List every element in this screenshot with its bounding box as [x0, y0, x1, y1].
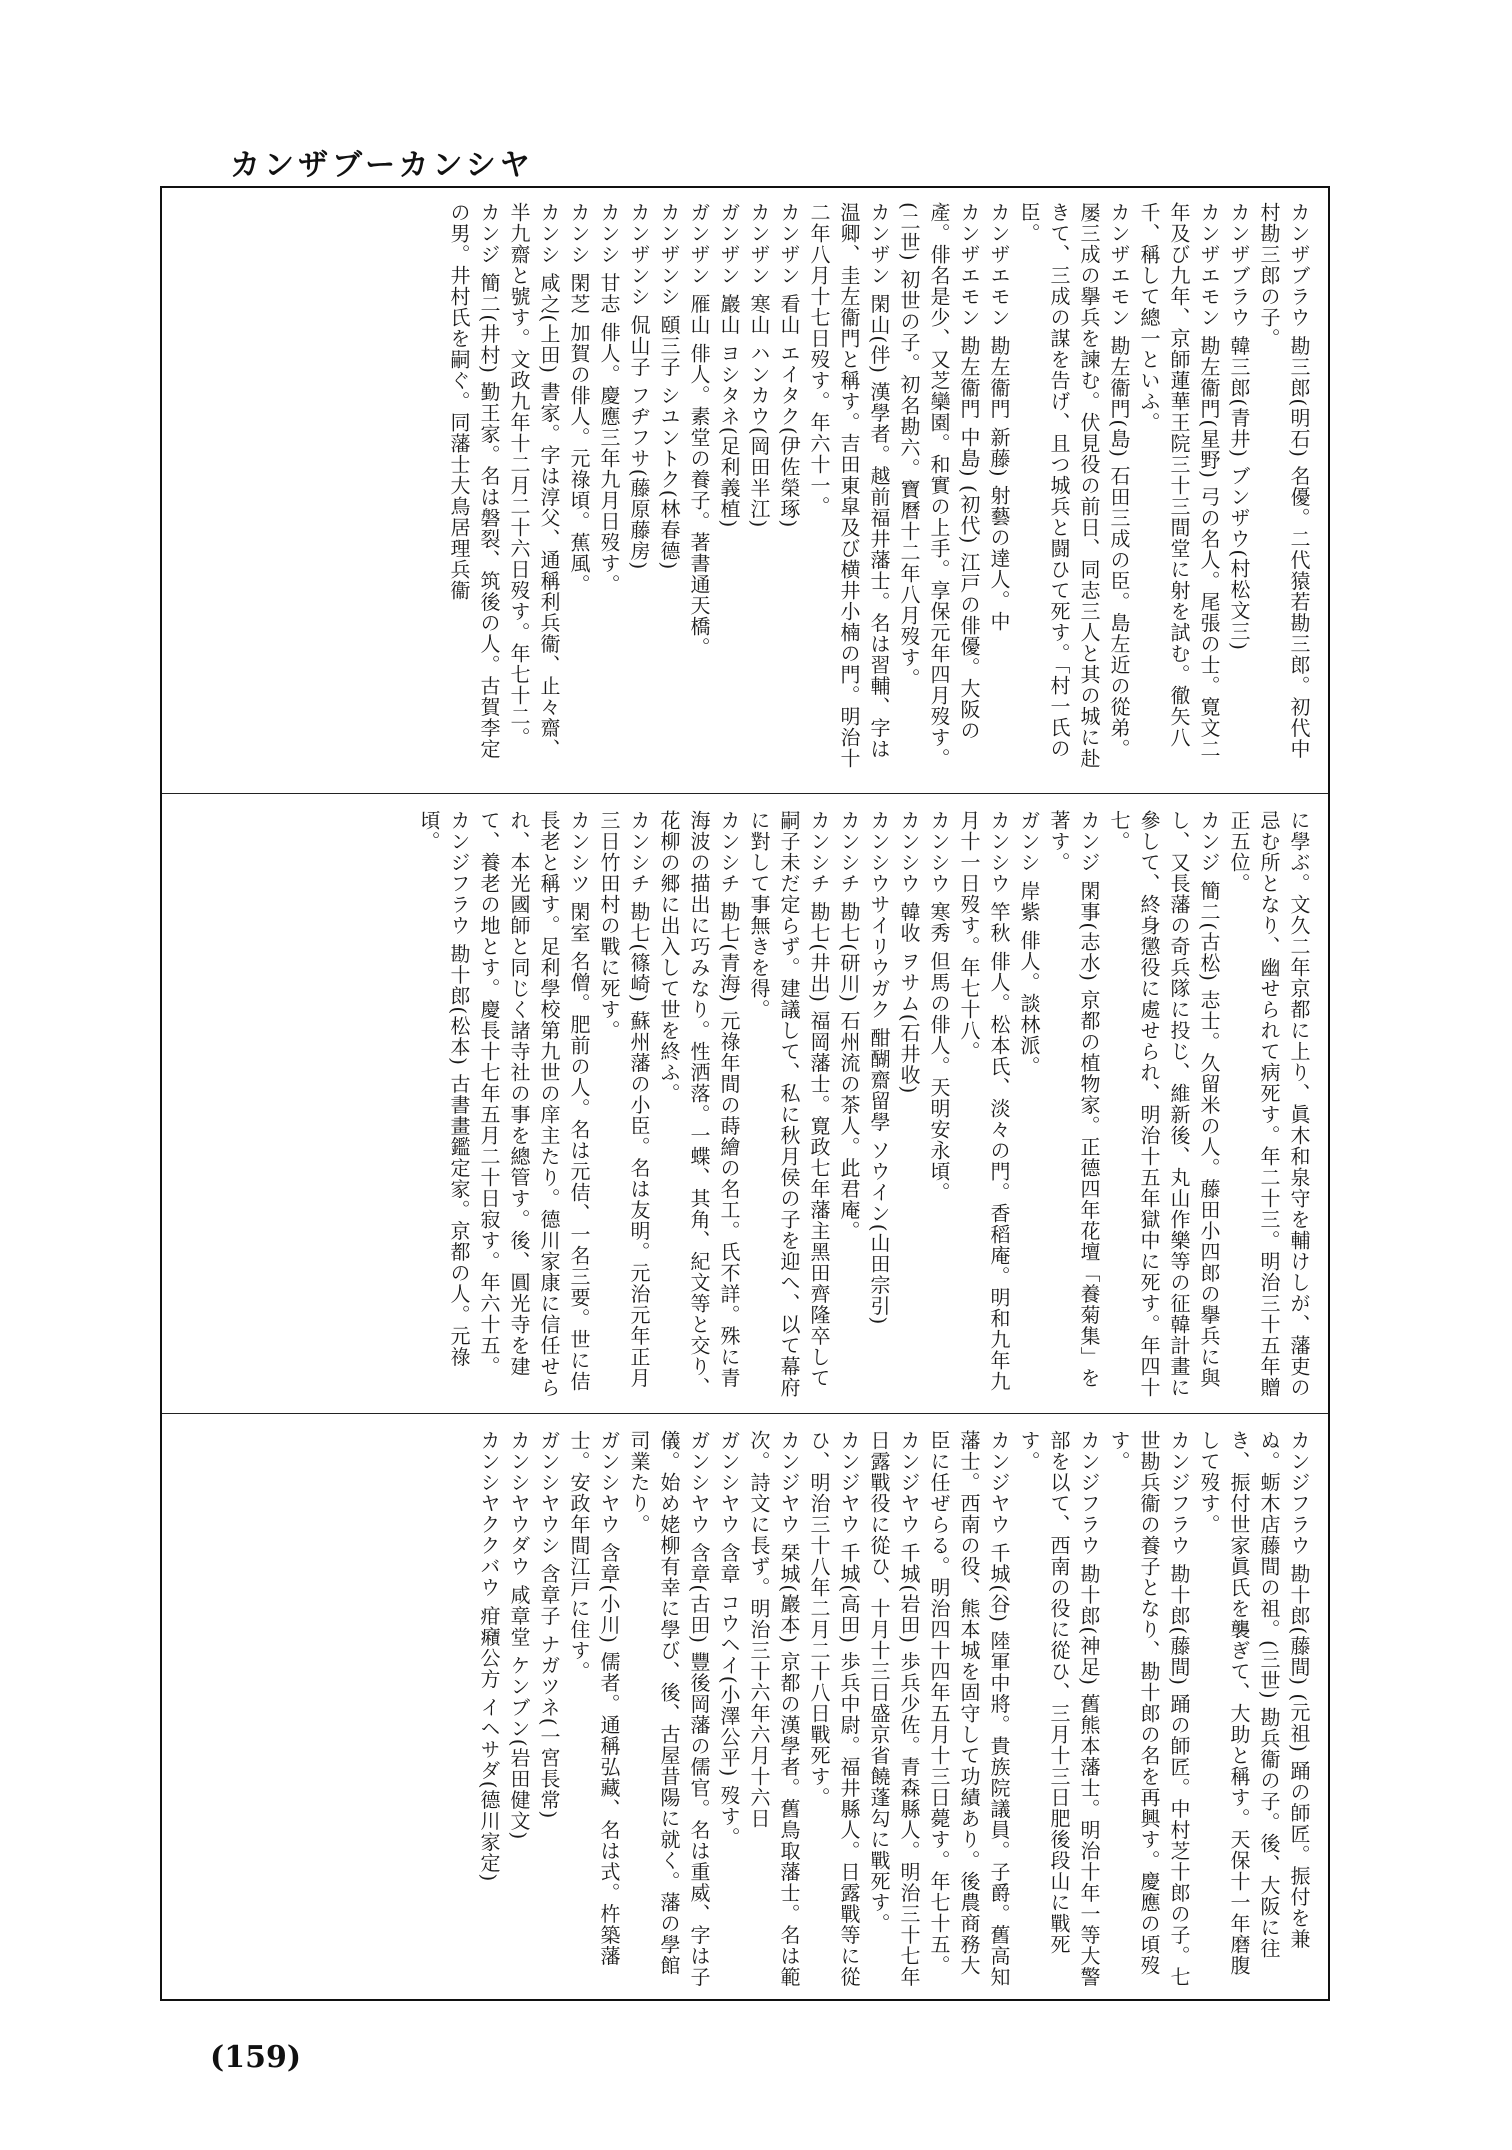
dictionary-entry: カンザン 看山 エイタク(伊佐榮琢): [777, 202, 801, 529]
dictionary-entry: カンジフラウ 勘十郎(松本) 古書畫鑑定家。京都の人。元祿頃。: [417, 810, 471, 1368]
band-top: [176, 202, 1314, 780]
page-number: (159): [210, 2040, 302, 2075]
dictionary-entry: カンシ 閑芝 加賀の俳人。元祿頃。蕉風。: [567, 202, 591, 595]
dictionary-entry: ガンシヤウ 含章 コウヘイ(小澤公平) 歿す。: [717, 1430, 741, 1848]
dictionary-entry: カンシチ 勘七(研川) 石州流の茶人。此君庵。: [837, 810, 861, 1242]
dictionary-entry: カンシチ 勘七(井出) 福岡藩士。寛政七年藩主黑田齊隆卒して嗣子未だ定らず。建議して、私に秋月侯の子を迎へ、以て幕府に對して事無きを得。: [747, 810, 831, 1398]
dictionary-entry: カンジ 閑事(志水) 京都の植物家。正德四年花壇「養菊集」を著す。: [1047, 810, 1101, 1389]
dictionary-entry: ガンザン 巖山 ヨシタネ(足利義植): [717, 202, 741, 529]
dictionary-entry: ガンシヤウ 含章(古田) 豐後岡藩の儒官。名は重威、字は子儀。始め姥柳有幸に學び、後、古屋昔陽に就く。藩の學館司業たり。: [627, 1430, 711, 1988]
dictionary-entry: カンザブラウ 韓三郎(青井) ブンザウ(村松文三): [1227, 202, 1251, 651]
dictionary-entry: カンシヤウダウ 咸章堂 ケンブン(岩田健文): [507, 1430, 531, 1841]
dictionary-entry: カンジヤウ 千城(岩田) 歩兵少佐。青森縣人。明治三十七年日露戰役に從ひ、十月十三日盛京省饒蓬勾に戰死す。: [867, 1430, 921, 1988]
dictionary-entry: ガンザン 雁山 俳人。素堂の養子。著書通天橋。: [687, 202, 711, 658]
dictionary-entry: に學ぶ。文久二年京都に上り、眞木和泉守を輔けしが、藩吏の忌む所となり、幽せられて病死す。年二十三。明治三十五年贈正五位。: [1227, 810, 1311, 1398]
dictionary-entry: カンシチ 勘七(青海) 元祿年間の蒔繪の名工。氏不詳。殊に青海波の描出に巧みなり。性洒落。一蝶、其角、紀文等と交り、花柳の郷に出入して世を終ふ。: [657, 810, 741, 1398]
dictionary-entry: カンザエモン 勘左衞門 新藤) 射藝の達人。中: [987, 202, 1011, 632]
band-middle: [176, 810, 1314, 1400]
dictionary-entry: カンジヤウ 千城(谷) 陸軍中將。貴族院議員。子爵。舊高知藩士。西南の役、熊本城を固守して功績あり。後農商務大臣に任ぜらる。明治四十四年五月十三日薨す。年七十五。: [927, 1430, 1011, 1988]
dictionary-entry: カンジフラウ 勘十郎(藤間) 踊の師匠。中村芝十郎の子。七世勘兵衞の養子となり、勘十郎の名を再興す。慶應の頃歿す。: [1107, 1430, 1191, 1988]
dictionary-entry: カンシ 咸之(上田) 書家。字は淳父、通稱利兵衞、止々齋、半九齋と號す。文政九年十二月二十六日歿す。年七十二。: [507, 202, 561, 760]
dictionary-entry: カンシヤククバウ 疳癪公方 イヘサダ(德川家定): [477, 1430, 501, 1883]
dictionary-entry: カンシウ 韓收 ヲサム(石井收): [897, 810, 921, 1095]
dictionary-entry: カンジフラウ 勘十郎(神足) 舊熊本藩士。明治十年一等大警部を以て、西南の役に從ひ、三月十三日肥後段山に戰死す。: [1017, 1430, 1101, 1988]
dictionary-entry: ガンシ 岸紫 俳人。談林派。: [1017, 810, 1041, 1077]
dictionary-entry: カンザンシ 侃山子 フヂフサ(藤原藤房): [627, 202, 651, 571]
dictionary-entry: カンシチ 勘七(篠崎) 蘇州藩の小臣。名は友明。元治元年正月三日竹田村の戰に死す。: [597, 810, 651, 1389]
band-divider: [162, 1413, 1328, 1414]
dictionary-entry: カンザブラウ 勘三郎(明石) 名優。二代猿若勘三郎。初代中村勘三郎の子。: [1257, 202, 1311, 760]
dictionary-entry: カンザンシ 頤三子 シユントク(林春德): [657, 202, 681, 571]
dictionary-entry: カンシツ 閑室 名僧。肥前の人。名は元佶、一名三要。世に佶長老と稱す。足利學校第九世の庠主たり。德川家康に信任せられ、本光國師と同じく諸寺社の事を總管す。後、圓光寺を建て、養老の地とす。慶長十七年五月二十日寂す。年六十五。: [477, 810, 591, 1398]
dictionary-frame: [160, 186, 1330, 2001]
running-header: カンザブーカンシヤ: [230, 148, 534, 183]
dictionary-entry: カンシウ 竿秋 俳人。松本氏、淡々の門。香稻庵。明和九年九月十一日歿す。年七十八。: [957, 810, 1011, 1392]
dictionary-entry: カンジヤウ 栞城(巖本) 京都の漢學者。舊鳥取藩士。名は範次。詩文に長ず。明治三十六年六月十六日: [747, 1430, 801, 1988]
dictionary-entry: カンザン 寒山 ハンカウ(岡田半江): [747, 202, 771, 529]
dictionary-entry: カンシウ 寒秀 但馬の俳人。天明安永頃。: [927, 810, 951, 1203]
dictionary-entry: カンシウサイリウガク 酣醐齋留學 ソウイン(山田宗引): [867, 810, 891, 1326]
dictionary-entry: カンジ 簡二(井村) 勤王家。名は磐裂、筑後の人。古賀李定の男。井村氏を嗣ぐ。同藩士大鳥居理兵衞: [447, 202, 501, 760]
dictionary-entry: カンジ 簡二(古松) 志士。久留米の人。藤田小四郎の擧兵に與し、又長藩の奇兵隊に投じ、維新後、丸山作樂等の征韓計畫に參して、終身懲役に處せられ、明治十五年獄中に死す。年四十七。: [1107, 810, 1221, 1398]
dictionary-entry: カンザエモン 勘左衞門 中島) (初代) 江戸の俳優。大阪の產。俳名是少、又芝欒園。和實の上手。享保元年四月歿す。(二世) 初世の子。初名勘六。寶曆十二年八月歿す。: [897, 202, 981, 769]
dictionary-entry: カンシ 甘志 俳人。慶應三年九月日歿す。: [597, 202, 621, 595]
dictionary-entry: カンザン 閑山(伴) 漢學者。越前福井藩士。名は習輔、字は温卿、圭左衞門と稱す。吉田東皐及び横井小楠の門。明治十二年八月十七日歿す。年六十一。: [807, 202, 891, 769]
dictionary-entry: カンジフラウ 勘十郎(藤間) (元祖) 踊の師匠。振付を兼ぬ。蛎木店藤間の祖。(三世) 勘兵衞の子。後、大阪に往き、振付世家眞氏を襲ぎて、大助と稱す。天保十一年磨腹して歿す。: [1197, 1430, 1311, 1976]
dictionary-entry: ガンシヤウ 含章(小川) 儒者。通稱弘藏、名は式。杵築藩士。安政年間江戸に住す。: [567, 1430, 621, 1967]
dictionary-entry: カンザエモン 勘左衞門(星野) 弓の名人。尾張の士。寛文二年及び九年、京師蓮華王院三十三間堂に射を試む。徹矢八千、稱して總一といふ。: [1137, 202, 1221, 760]
dictionary-entry: カンザエモン 勘左衞門(島) 石田三成の臣。島左近の從弟。屡三成の擧兵を諫む。伏見役の前日、同志三人と其の城に赴きて、三成の謀を告げ、且つ城兵と闘ひて死す。「村一氏の臣。: [1017, 202, 1131, 769]
dictionary-entry: カンジヤウ 千城(高田) 歩兵中尉。福井縣人。日露戰等に從ひ、明治三十八年二月二十八日戰死す。: [807, 1430, 861, 1988]
band-bottom: [176, 1430, 1314, 1990]
band-divider: [162, 793, 1328, 794]
dictionary-entry: ガンシヤウシ 含章子 ナガツネ(一宮長常): [537, 1430, 561, 1820]
